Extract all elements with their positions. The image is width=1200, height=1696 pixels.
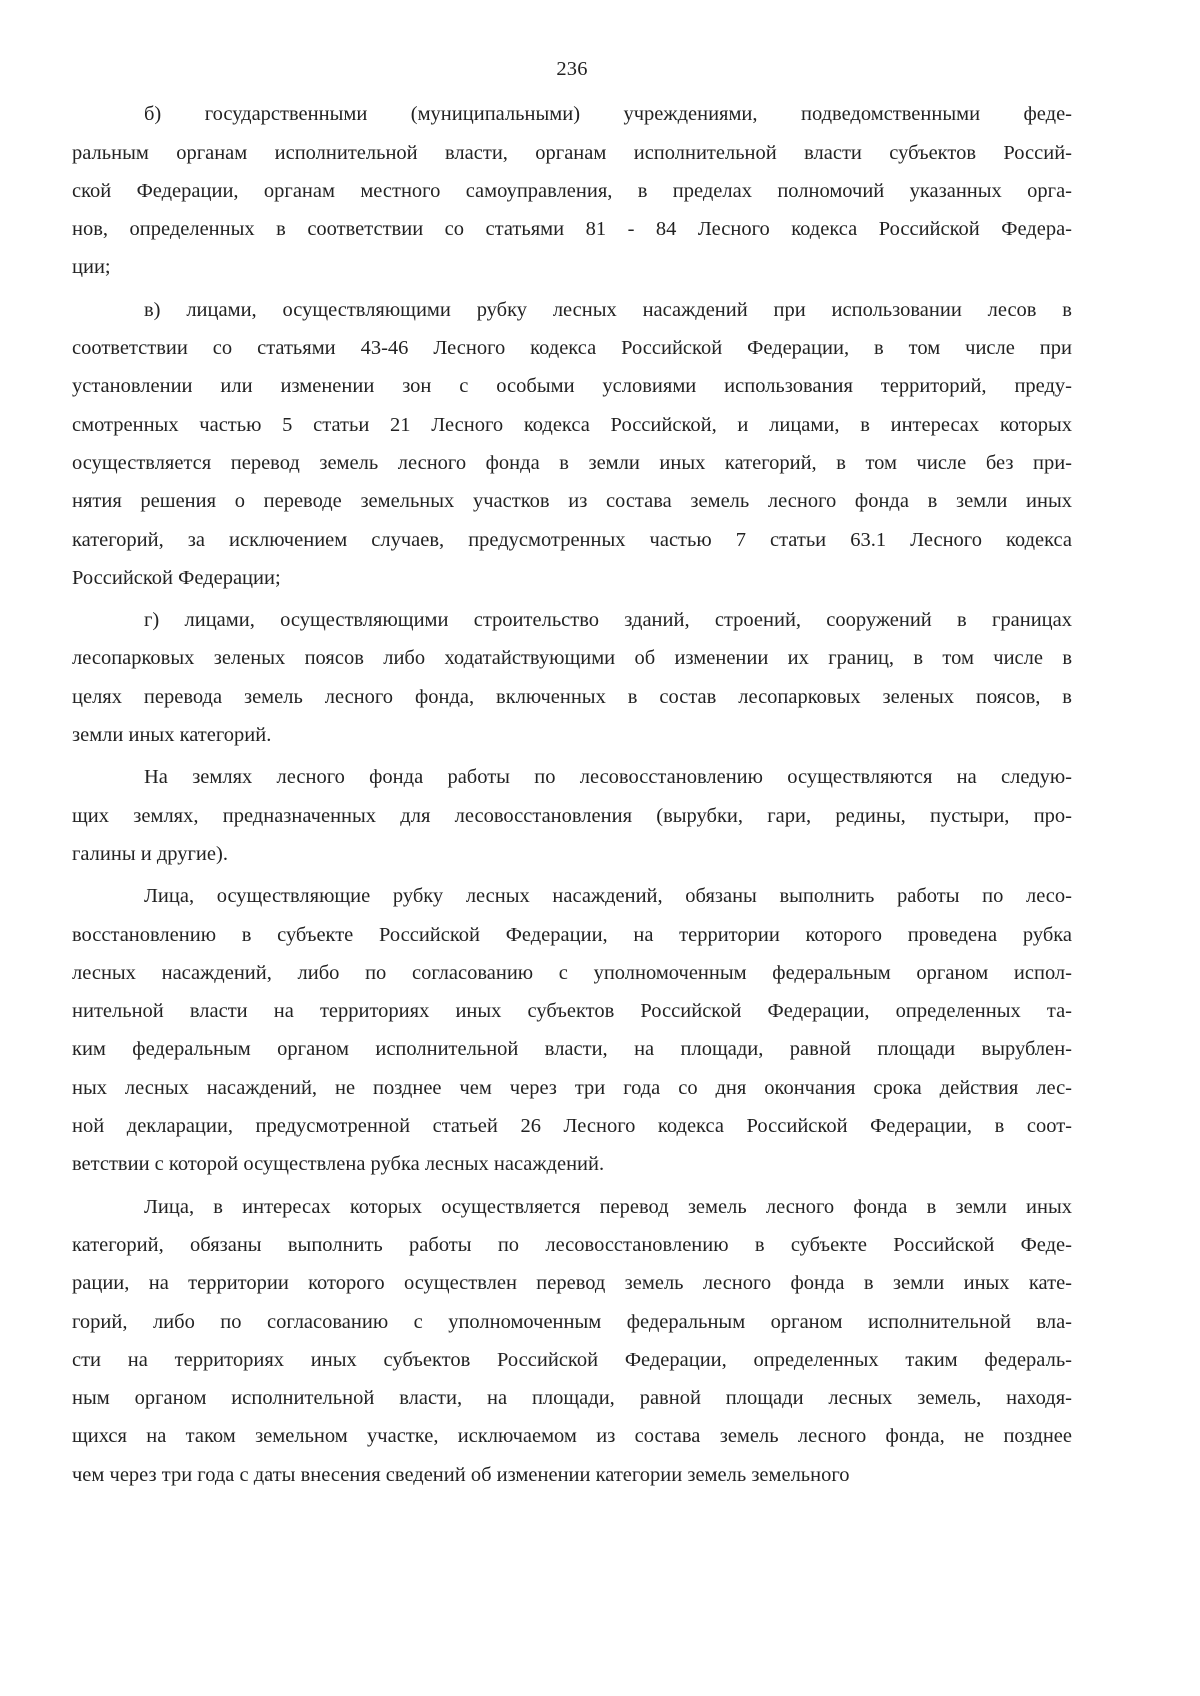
paragraph-line: категорий, обязаны выполнить работы по лесовосстановлению в субъекте Российской Феде- <box>72 1233 1072 1256</box>
paragraph <box>72 758 1072 873</box>
paragraph-line: ных лесных насаждений, не позднее чем через три года со дня окончания срока действия лес- <box>72 1076 1072 1099</box>
paragraph-line: ким федеральным органом исполнительной власти, на площади, равной площади вырублен- <box>72 1038 1072 1061</box>
paragraph <box>72 95 1072 286</box>
paragraph-line: г) лицами, осуществляющими строительство зданий, строений, сооружений в границах <box>144 609 1072 632</box>
paragraph-line: галины и другие). <box>72 842 228 865</box>
paragraph-line: смотренных частью 5 статьи 21 Лесного кодекса Российской, и лицами, в интересах которых <box>72 413 1072 436</box>
paragraph-line: ным органом исполнительной власти, на площади, равной площади лесных земель, находя- <box>72 1387 1072 1410</box>
paragraph-line: рации, на территории которого осуществлен перевод земель лесного фонда в земли иных кате- <box>72 1272 1072 1295</box>
paragraph <box>72 291 1072 597</box>
paragraph-line: ной декларации, предусмотренной статьей 26 Лесного кодекса Российской Федерации, в соот- <box>72 1115 1072 1138</box>
paragraph-line: Лица, в интересах которых осуществляется перевод земель лесного фонда в земли иных <box>144 1195 1072 1218</box>
paragraph-line: целях перевода земель лесного фонда, включенных в состав лесопарковых зеленых поясов, в <box>72 685 1072 708</box>
paragraph-line: нятия решения о переводе земельных участков из состава земель лесного фонда в земли иных <box>72 490 1072 513</box>
paragraph-line: щих землях, предназначенных для лесовосстановления (вырубки, гари, редины, пустыри, про- <box>72 804 1072 827</box>
paragraph-line: категорий, за исключением случаев, предусмотренных частью 7 статьи 63.1 Лесного кодекса <box>72 528 1072 551</box>
paragraph-line: горий, либо по согласованию с уполномоченным федеральным органом исполнительной вла- <box>72 1310 1072 1333</box>
paragraph-line: Лица, осуществляющие рубку лесных насаждений, обязаны выполнить работы по лесо- <box>144 885 1072 908</box>
paragraph-line: ральным органам исполнительной власти, органам исполнительной власти субъектов Россий- <box>72 141 1072 164</box>
paragraph-line: в) лицами, осуществляющими рубку лесных насаждений при использовании лесов в <box>144 298 1072 321</box>
document-page <box>72 50 1072 1494</box>
paragraph-line: б) государственными (муниципальными) учреждениями, подведомственными феде- <box>144 103 1072 126</box>
paragraph-line: восстановлению в субъекте Российской Федерации, на территории которого проведена рубка <box>72 923 1072 946</box>
paragraph-line: ской Федерации, органам местного самоуправления, в пределах полномочий указанных орга- <box>72 179 1072 202</box>
paragraph-line: На землях лесного фонда работы по лесовосстановлению осуществляются на следую- <box>144 766 1072 789</box>
paragraph-line: нительной власти на территориях иных субъектов Российской Федерации, определенных та- <box>72 1000 1072 1023</box>
paragraph-line: Российской Федерации; <box>72 566 281 589</box>
page-number: 236 <box>556 58 588 80</box>
paragraph <box>72 601 1072 754</box>
paragraph-line: соответствии со статьями 43-46 Лесного кодекса Российской Федерации, в том числе при <box>72 337 1072 360</box>
paragraph-line: установлении или изменении зон с особыми условиями использования территорий, преду- <box>72 375 1072 398</box>
paragraph-line: нов, определенных в соответствии со статьями 81 - 84 Лесного кодекса Российской Федера- <box>72 218 1072 241</box>
paragraph-line: щихся на таком земельном участке, исключаемом из состава земель лесного фонда, не позднее <box>72 1425 1072 1448</box>
paragraph-line: земли иных категорий. <box>72 724 272 747</box>
paragraph <box>72 877 1072 1183</box>
paragraph <box>72 1188 1072 1494</box>
paragraph-line: лесопарковых зеленых поясов либо ходатайствующими об изменении их границ, в том числе в <box>72 647 1072 670</box>
paragraph-line: лесных насаждений, либо по согласованию с уполномоченным федеральным органом испол- <box>72 961 1072 984</box>
paragraph-line: осуществляется перевод земель лесного фонда в земли иных категорий, в том числе без при- <box>72 451 1072 474</box>
document-body <box>72 95 1072 1494</box>
paragraph-line: сти на территориях иных субъектов Российской Федерации, определенных таким федераль- <box>72 1348 1072 1371</box>
paragraph-line: ции; <box>72 256 111 279</box>
paragraph-line: ветствии с которой осуществлена рубка лесных насаждений. <box>72 1153 605 1176</box>
paragraph-line: чем через три года с даты внесения сведений об изменении категории земель земельного <box>72 1463 850 1486</box>
